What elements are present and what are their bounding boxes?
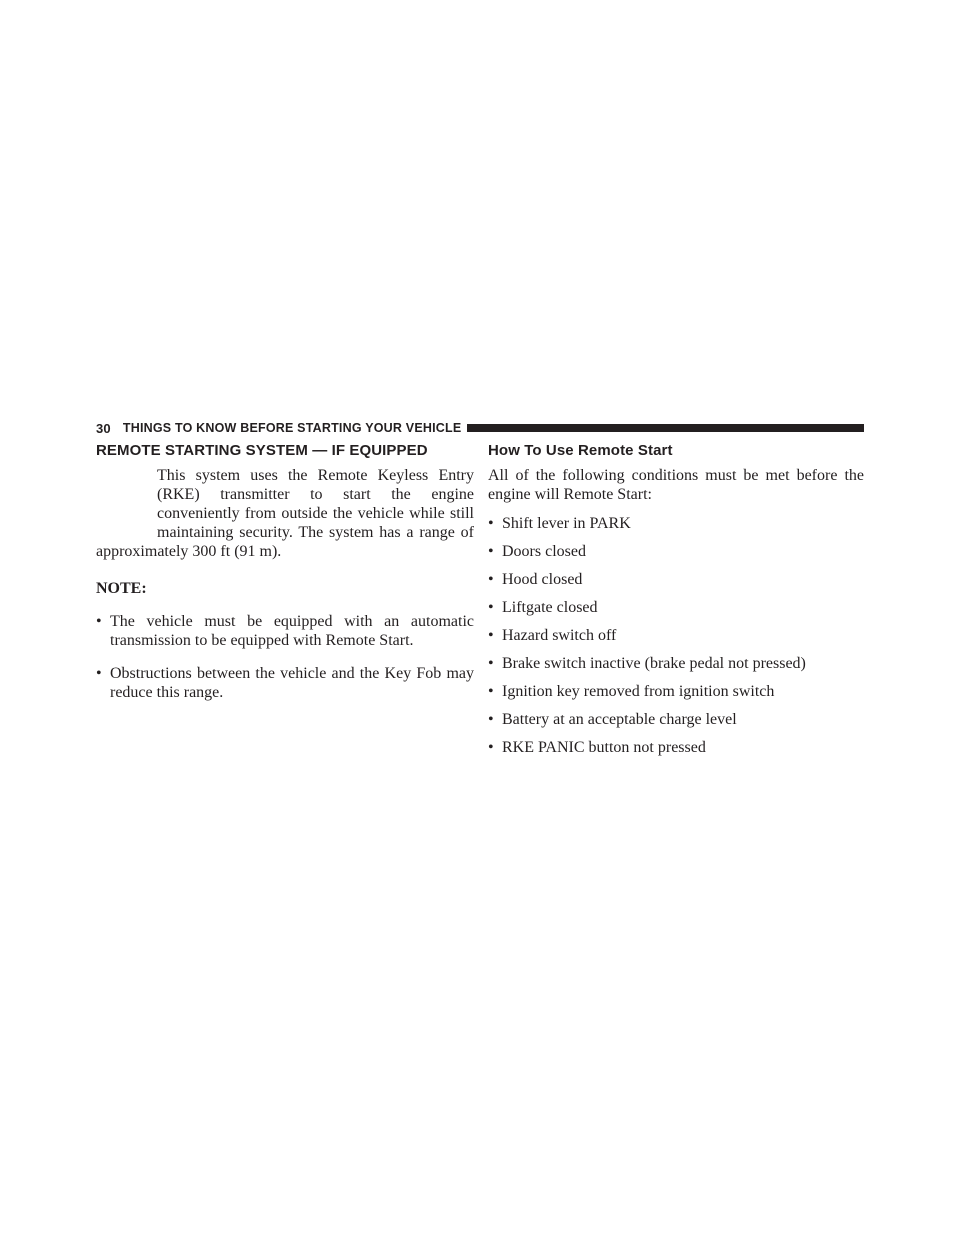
bullet-icon: • — [488, 683, 494, 700]
condition-text: RKE PANIC button not pressed — [502, 739, 706, 756]
condition-text: Ignition key removed from ignition switch — [502, 683, 775, 700]
condition-item — [488, 738, 864, 757]
bullet-icon: • — [96, 665, 102, 682]
intro-block — [96, 466, 474, 561]
icon-placeholder — [96, 466, 157, 542]
condition-item — [488, 542, 864, 561]
note-item — [96, 664, 474, 702]
condition-item — [488, 654, 864, 673]
section-title: THINGS TO KNOW BEFORE STARTING YOUR VEHICLE — [122, 421, 462, 435]
condition-item — [488, 598, 864, 617]
condition-item — [488, 682, 864, 701]
remote-starting-heading: REMOTE STARTING SYSTEM — IF EQUIPPED — [96, 442, 428, 459]
condition-item — [488, 570, 864, 589]
bullet-icon: • — [488, 655, 494, 672]
condition-item — [488, 626, 864, 645]
condition-text: Shift lever in PARK — [502, 515, 631, 532]
condition-item — [488, 514, 864, 533]
note-item — [96, 612, 474, 650]
note-text: Obstructions between the vehicle and the Key Fob may reduce this range. — [110, 665, 474, 701]
condition-text: Doors closed — [502, 543, 586, 560]
condition-item — [488, 710, 864, 729]
bullet-icon: • — [488, 739, 494, 756]
condition-text: Hazard switch off — [502, 627, 617, 644]
condition-text: Hood closed — [502, 571, 583, 588]
bullet-icon: • — [488, 627, 494, 644]
right-column — [488, 440, 864, 766]
header-rule — [467, 424, 864, 432]
conditions-intro: All of the following conditions must be met before the engine will Remote Start: — [488, 467, 864, 503]
bullet-icon: • — [96, 613, 102, 630]
page-number: 30 — [96, 420, 111, 436]
bullet-icon: • — [488, 543, 494, 560]
condition-text: Liftgate closed — [502, 599, 598, 616]
condition-text: Brake switch inactive (brake pedal not pressed) — [502, 655, 806, 672]
bullet-icon: • — [488, 515, 494, 532]
how-to-use-heading: How To Use Remote Start — [488, 442, 673, 459]
note-label: NOTE: — [96, 580, 147, 597]
bullet-icon: • — [488, 571, 494, 588]
page-header — [96, 418, 864, 438]
left-column — [96, 440, 474, 716]
bullet-icon: • — [488, 711, 494, 728]
intro-paragraph: This system uses the Remote Keyless Entry (RKE) transmitter to start the engine conveniently from outside the vehicle while still maintaining security. The system has a range of approximately 300 ft (91 m). — [96, 467, 474, 560]
condition-text: Battery at an acceptable charge level — [502, 711, 737, 728]
note-list — [96, 612, 474, 702]
conditions-list — [488, 514, 864, 757]
bullet-icon: • — [488, 599, 494, 616]
note-text: The vehicle must be equipped with an automatic transmission to be equipped with Remote Start. — [110, 613, 474, 649]
